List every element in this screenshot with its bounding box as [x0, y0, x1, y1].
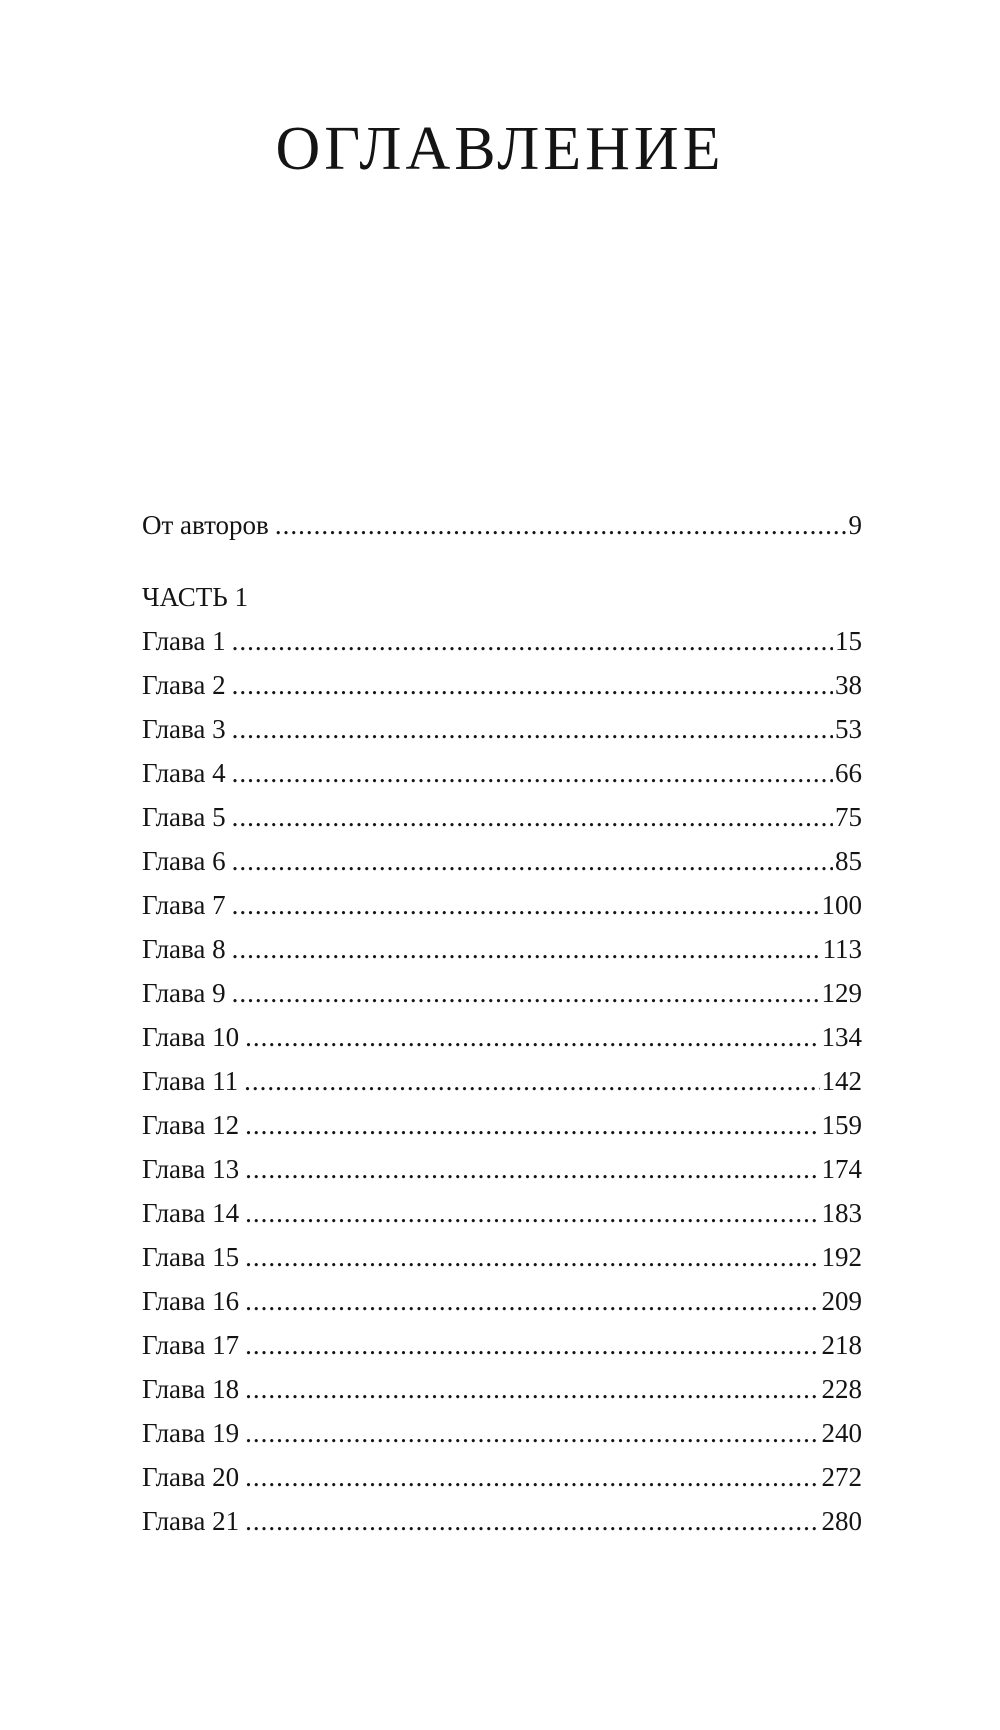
toc-entry-label: Глава 4: [142, 758, 226, 788]
toc-entry-page: 38: [835, 670, 862, 700]
toc-dot-leader: [232, 971, 820, 1015]
toc-dot-leader: [245, 1411, 819, 1455]
toc-entry-label: Глава 3: [142, 714, 226, 744]
chapter-list: [142, 619, 862, 1543]
toc-entry-label: Глава 16: [142, 1286, 240, 1316]
toc-entry-label: Глава 20: [142, 1462, 240, 1492]
toc-dot-leader: [245, 1147, 819, 1191]
toc-entry-label: Глава 15: [142, 1242, 240, 1272]
toc-dot-leader: [232, 619, 833, 663]
page-title: ОГЛАВЛЕНИЕ: [275, 115, 725, 183]
toc-entry-chapter[interactable]: [142, 1059, 862, 1103]
toc-entry-chapter[interactable]: [142, 1367, 862, 1411]
toc-entry-chapter[interactable]: [142, 1499, 862, 1543]
toc-entry-chapter[interactable]: [142, 883, 862, 927]
toc-dot-leader: [245, 1191, 819, 1235]
toc-dot-leader: [232, 707, 833, 751]
toc-entry-label: От авторов: [142, 510, 269, 540]
toc-entry-chapter[interactable]: [142, 1103, 862, 1147]
toc-entry-label: Глава 13: [142, 1154, 240, 1184]
toc-dot-leader: [232, 795, 833, 839]
toc-dot-leader: [232, 663, 833, 707]
toc-entry-page: 9: [848, 510, 862, 540]
toc-dot-leader: [245, 1235, 819, 1279]
toc-entry-page: 183: [821, 1198, 862, 1228]
toc-entry-label: Глава 12: [142, 1110, 240, 1140]
toc-entry-page: 192: [821, 1242, 862, 1272]
toc-entry-chapter[interactable]: [142, 795, 862, 839]
toc-entry-label: Глава 14: [142, 1198, 240, 1228]
toc-entry-page: 209: [821, 1286, 862, 1316]
toc-entry-label: Глава 8: [142, 934, 226, 964]
toc-entry-page: 113: [822, 934, 862, 964]
toc-entry-page: 66: [835, 758, 862, 788]
toc-entry-label: Глава 18: [142, 1374, 240, 1404]
toc-dot-leader: [245, 1279, 819, 1323]
toc-entry-chapter[interactable]: [142, 1455, 862, 1499]
toc-entry-page: 134: [821, 1022, 862, 1052]
toc-entry-label: Глава 11: [142, 1066, 239, 1096]
toc-entry-page: 280: [821, 1506, 862, 1536]
toc-entry-page: 272: [821, 1462, 862, 1492]
toc-dot-leader: [245, 1323, 819, 1367]
toc-entry-page: 240: [821, 1418, 862, 1448]
toc-entry-label: Глава 21: [142, 1506, 240, 1536]
toc-entry-page: 85: [835, 846, 862, 876]
toc-entry-chapter[interactable]: [142, 619, 862, 663]
toc-entry-page: 174: [821, 1154, 862, 1184]
toc-entry-chapter[interactable]: [142, 1323, 862, 1367]
toc-dot-leader: [245, 1015, 819, 1059]
toc-entry-chapter[interactable]: [142, 663, 862, 707]
toc-entry-label: Глава 17: [142, 1330, 240, 1360]
toc-entry-chapter[interactable]: [142, 971, 862, 1015]
toc-entry-page: 142: [821, 1066, 862, 1096]
toc-entry-label: Глава 19: [142, 1418, 240, 1448]
toc-entry-label: Глава 5: [142, 802, 226, 832]
toc-entry-chapter[interactable]: [142, 707, 862, 751]
toc-dot-leader: [245, 1455, 819, 1499]
part-heading: ЧАСТЬ 1: [142, 582, 248, 612]
toc-dot-leader: [232, 751, 833, 795]
toc-entry-chapter[interactable]: [142, 1015, 862, 1059]
toc-dot-leader: [232, 839, 833, 883]
toc-entry-label: Глава 1: [142, 626, 226, 656]
toc-dot-leader: [275, 503, 847, 547]
toc-entry-label: Глава 7: [142, 890, 226, 920]
toc-entry-page: 100: [821, 890, 862, 920]
toc-entry-page: 75: [835, 802, 862, 832]
toc-entry-chapter[interactable]: [142, 1411, 862, 1455]
toc-dot-leader: [245, 1103, 819, 1147]
toc-entry-page: 218: [821, 1330, 862, 1360]
toc-entry-intro[interactable]: [142, 503, 862, 547]
toc-entry-chapter[interactable]: [142, 1191, 862, 1235]
toc-entry-label: Глава 6: [142, 846, 226, 876]
toc-entry-page: 53: [835, 714, 862, 744]
toc-dot-leader: [232, 927, 821, 971]
toc-entry-chapter[interactable]: [142, 839, 862, 883]
toc-dot-leader: [245, 1367, 819, 1411]
table-of-contents: [142, 503, 862, 1543]
toc-dot-leader: [232, 883, 820, 927]
toc-entry-chapter[interactable]: [142, 1235, 862, 1279]
toc-dot-leader: [244, 1059, 819, 1103]
toc-entry-chapter[interactable]: [142, 927, 862, 971]
toc-entry-chapter[interactable]: [142, 751, 862, 795]
toc-entry-page: 159: [821, 1110, 862, 1140]
toc-entry-page: 228: [821, 1374, 862, 1404]
toc-entry-chapter[interactable]: [142, 1147, 862, 1191]
toc-entry-page: 15: [835, 626, 862, 656]
toc-entry-label: Глава 10: [142, 1022, 240, 1052]
toc-entry-label: Глава 2: [142, 670, 226, 700]
toc-entry-page: 129: [821, 978, 862, 1008]
toc-entry-chapter[interactable]: [142, 1279, 862, 1323]
toc-entry-label: Глава 9: [142, 978, 226, 1008]
toc-dot-leader: [245, 1499, 819, 1543]
